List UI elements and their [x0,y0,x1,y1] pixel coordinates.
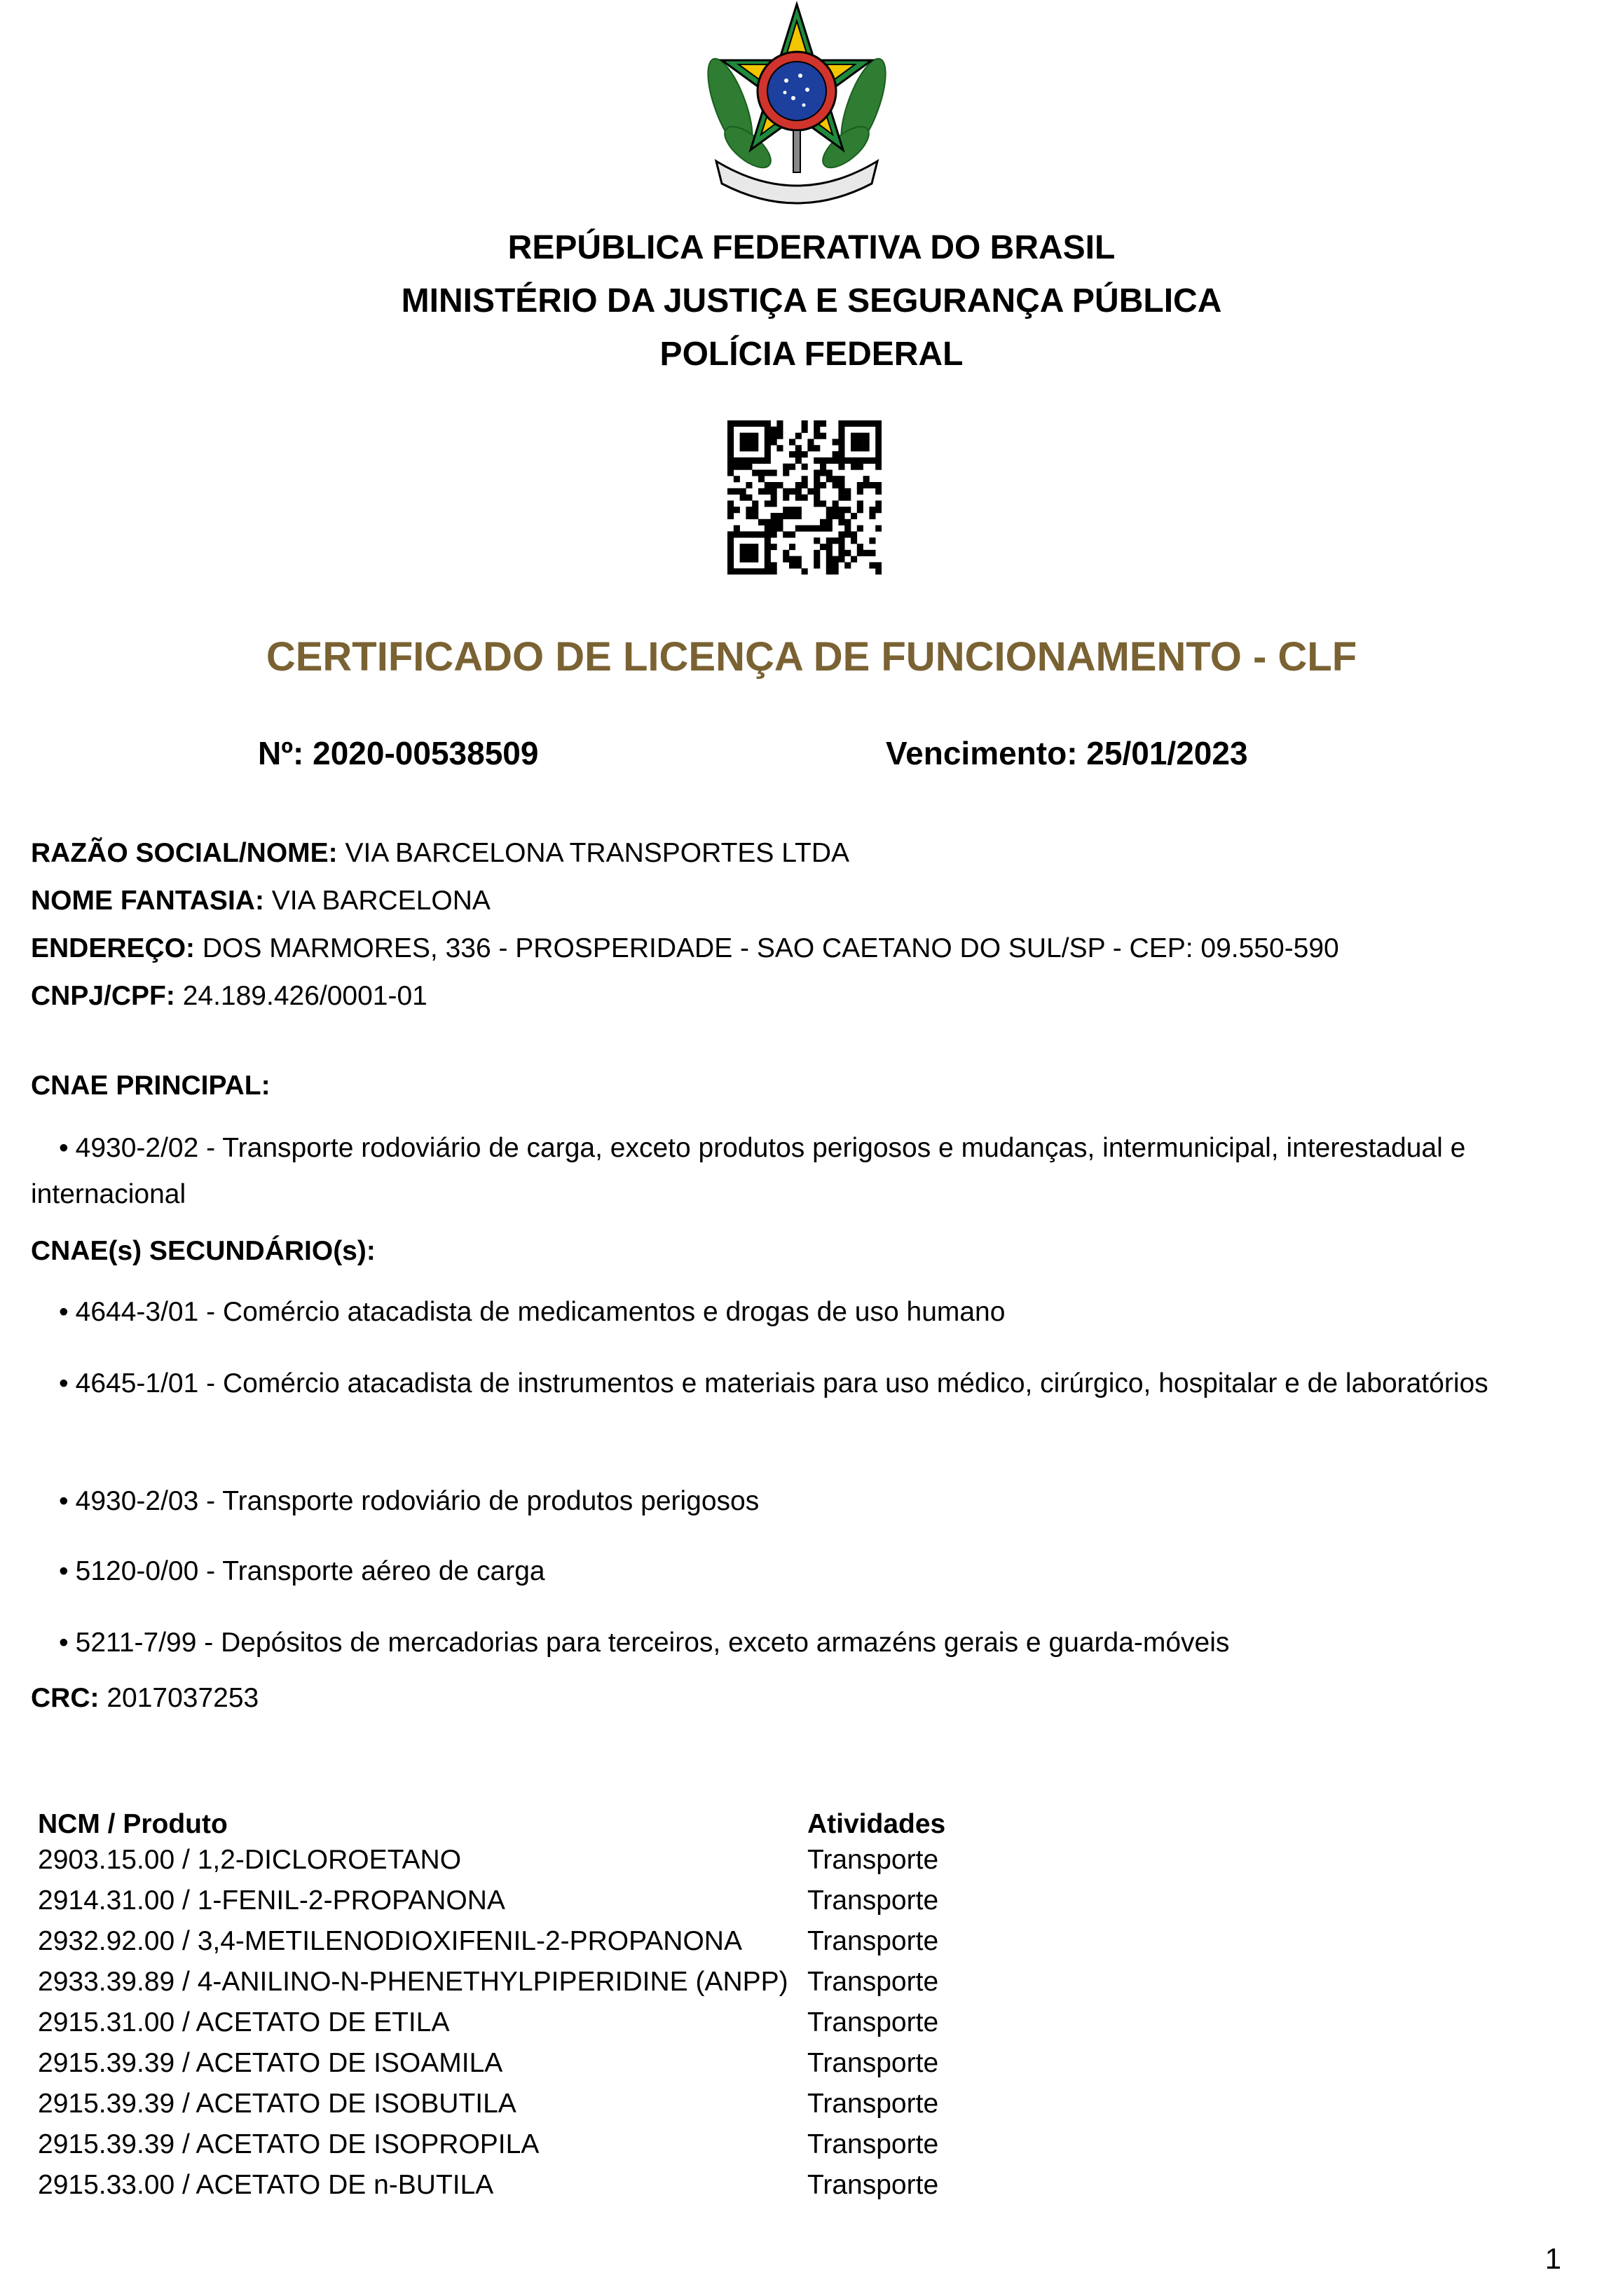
crc-value: 2017037253 [107,1683,259,1713]
table-row [38,1840,945,1881]
page-number: 1 [1545,2242,1561,2275]
atividade-cell: Transporte [807,2129,939,2159]
razao-social-label: RAZÃO SOCIAL/NOME: [31,838,338,868]
ncm-produto-cell: 2914.31.00 / 1-FENIL-2-PROPANONA [38,1885,505,1916]
cnpj-label: CNPJ/CPF: [31,981,175,1011]
endereco-line [31,925,1594,972]
table-row [38,2124,945,2165]
crc-line [31,1683,259,1714]
certificate-title: CERTIFICADO DE LICENÇA DE FUNCIONAMENTO - CLF [266,634,1357,680]
qr-code [727,420,882,575]
ncm-produto-cell: 2915.33.00 / ACETATO DE n-BUTILA [38,2170,494,2200]
number-label: Nº: [258,735,304,771]
table-header-row [38,1801,945,1840]
certificate-number [258,734,538,772]
cnae-secundario-item: • 5211-7/99 - Depósitos de mercadorias para terceiros, exceto armazéns gerais e guarda-móveis [31,1620,1566,1666]
atividade-cell: Transporte [807,1926,939,1956]
cnae-secundario-item: • 4930-2/03 - Transporte rodoviário de produtos perigosos [31,1478,1566,1525]
cnae-secundarios-label: CNAE(s) SECUNDÁRIO(s): [31,1236,376,1266]
header-ministerio: MINISTÉRIO DA JUSTIÇA E SEGURANÇA PÚBLICA [401,282,1222,319]
table-row [38,2084,945,2124]
nome-fantasia-value: VIA BARCELONA [271,886,491,916]
crc-label: CRC: [31,1683,100,1713]
ncm-produto-cell: 2915.39.39 / ACETATO DE ISOBUTILA [38,2089,516,2119]
ncm-produto-cell: 2915.31.00 / ACETATO DE ETILA [38,2007,450,2037]
table-row [38,2165,945,2206]
coat-of-arms-emblem [688,0,905,210]
ncm-table-container [38,1801,945,2206]
expiry-label: Vencimento: [886,735,1078,771]
header-republica: REPÚBLICA FEDERATIVA DO BRASIL [507,229,1116,266]
cnpj-line [31,972,1594,1020]
razao-social-value: VIA BARCELONA TRANSPORTES LTDA [345,838,850,868]
ncm-produto-cell: 2932.92.00 / 3,4-METILENODIOXIFENIL-2-PROPANONA [38,1926,742,1956]
atividade-cell: Transporte [807,2048,939,2078]
ncm-produto-cell: 2933.39.89 / 4-ANILINO-N-PHENETHYLPIPERIDINE (ANPP) [38,1967,788,1997]
endereco-value: DOS MARMORES, 336 - PROSPERIDADE - SAO CAETANO DO SUL/SP - CEP: 09.550-590 [202,933,1339,963]
atividade-cell: Transporte [807,1845,939,1875]
ncm-produto-cell: 2915.39.39 / ACETATO DE ISOAMILA [38,2048,503,2078]
header-policia-federal: POLÍCIA FEDERAL [659,336,964,373]
atividade-cell: Transporte [807,2089,939,2119]
atividade-cell: Transporte [807,1885,939,1916]
atividade-cell: Transporte [807,1967,939,1997]
cnae-secundario-item: • 5120-0/00 - Transporte aéreo de carga [31,1548,1566,1595]
atividade-cell: Transporte [807,2170,939,2200]
table-row [38,2002,945,2043]
number-value: 2020-00538509 [313,735,539,771]
ncm-produto-cell: 2915.39.39 / ACETATO DE ISOPROPILA [38,2129,540,2159]
table-row [38,1962,945,2002]
cnae-principal-label: CNAE PRINCIPAL: [31,1071,270,1101]
table-row [38,2043,945,2084]
ncm-produto-cell: 2903.15.00 / 1,2-DICLOROETANO [38,1845,462,1875]
razao-social-line [31,830,1594,877]
nome-fantasia-line [31,877,1594,925]
column-header-atividades: Atividades [807,1809,946,1839]
cnae-secundario-item: • 4645-1/01 - Comércio atacadista de instrumentos e materiais para uso médico, cirúrgico, hospitalar e de laboratórios [31,1361,1566,1407]
nome-fantasia-label: NOME FANTASIA: [31,886,264,916]
company-info [31,830,1594,1020]
cnpj-value: 24.189.426/0001-01 [182,981,427,1011]
table-row [38,1921,945,1962]
ncm-table [38,1801,945,2206]
cnae-principal-item: • 4930-2/02 - Transporte rodoviário de carga, exceto produtos perigosos e mudanças, intermunicipal, interestadual e internacional [31,1125,1566,1218]
expiry-value: 25/01/2023 [1086,735,1248,771]
table-row [38,1881,945,1921]
cnae-secundario-item: • 4644-3/01 - Comércio atacadista de medicamentos e drogas de uso humano [31,1289,1566,1335]
atividade-cell: Transporte [807,2007,939,2037]
column-header-ncm-produto: NCM / Produto [38,1809,228,1839]
endereco-label: ENDEREÇO: [31,933,196,963]
expiry-date [886,734,1248,772]
